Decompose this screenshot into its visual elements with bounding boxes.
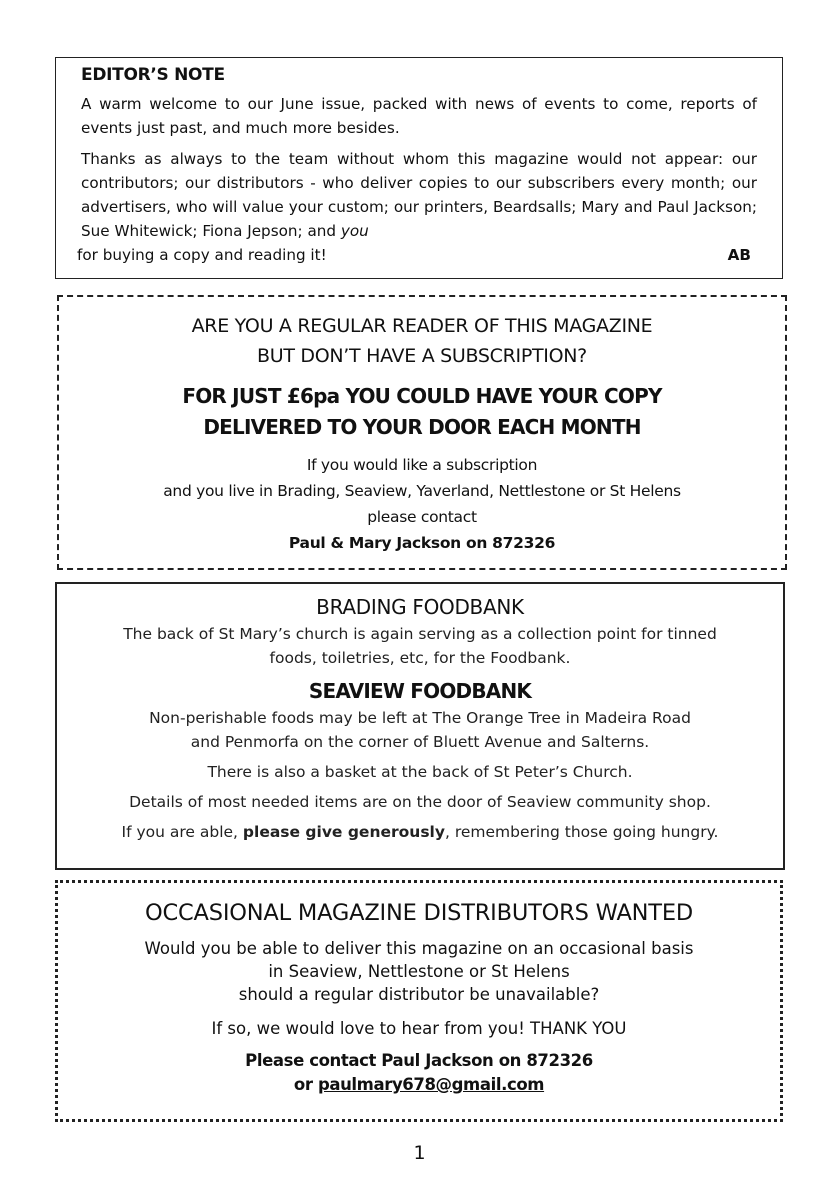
brading-foodbank-title: BRADING FOODBANK — [316, 595, 524, 619]
subscription-contact: Paul & Mary Jackson on 872326 — [288, 534, 556, 552]
subscription-question-line1: ARE YOU A REGULAR READER OF THIS MAGAZINE — [191, 315, 653, 337]
editors-note-title: EDITOR’S NOTE — [81, 65, 225, 85]
foodbank-appeal-end: , remembering those going hungry. — [444, 823, 719, 841]
editors-note-box — [55, 57, 783, 279]
editors-note-para2 — [81, 147, 757, 243]
seaview-foodbank-line1: Non-perishable foods may be left at The Orange Tree in Madeira Road — [149, 709, 691, 727]
subscription-offer-line2: DELIVERED TO YOUR DOOR EACH MONTH — [203, 415, 641, 439]
editors-note-para1: A warm welcome to our June issue, packed with news of events to come, reports of events just past, and much more besides. — [81, 95, 757, 137]
page-number: 1 — [413, 1142, 426, 1164]
distributors-line3: should a regular distributor be unavailable? — [238, 985, 600, 1004]
subscription-question-line2: BUT DON’T HAVE A SUBSCRIPTION? — [257, 345, 587, 367]
subscription-info-line3: please contact — [367, 508, 477, 526]
subscription-box — [57, 295, 787, 570]
distributors-thanks: If so, we would love to hear from you! THANK YOU — [211, 1019, 627, 1038]
seaview-foodbank-title: SEAVIEW FOODBANK — [308, 679, 532, 703]
brading-foodbank-line2: foods, toiletries, etc, for the Foodbank. — [269, 649, 571, 667]
foodbank-appeal-bold: please give generously — [242, 823, 445, 841]
distributors-email-link[interactable]: paulmary678@gmail.com — [317, 1075, 545, 1094]
foodbank-box — [55, 582, 785, 870]
editors-note-signature: AB — [727, 246, 751, 264]
editors-note-emphasis: you — [340, 222, 369, 240]
editors-note-closing — [77, 243, 757, 267]
distributors-email-line — [58, 1073, 780, 1097]
brading-foodbank-line1: The back of St Mary’s church is again serving as a collection point for tinned — [123, 625, 717, 643]
subscription-offer-line1: FOR JUST £6pa YOU COULD HAVE YOUR COPY — [182, 384, 662, 408]
seaview-foodbank-line3: There is also a basket at the back of St Peter’s Church. — [207, 763, 633, 781]
distributors-contact: Please contact Paul Jackson on 872326 — [245, 1051, 593, 1070]
subscription-info-line1: If you would like a subscription — [306, 456, 538, 474]
seaview-foodbank-line4: Details of most needed items are on the door of Seaview community shop. — [129, 793, 711, 811]
distributors-title: OCCASIONAL MAGAZINE DISTRIBUTORS WANTED — [145, 900, 693, 926]
foodbank-appeal — [57, 820, 783, 844]
seaview-foodbank-line2: and Penmorfa on the corner of Bluett Avenue and Salterns. — [190, 733, 650, 751]
distributors-line1: Would you be able to deliver this magazine on an occasional basis — [144, 939, 694, 958]
editors-note-para2-end: for buying a copy and reading it! — [77, 246, 327, 264]
distributors-or: or — [293, 1075, 318, 1094]
distributors-box — [55, 880, 783, 1122]
editors-note-para2-text: Thanks as always to the team without whom this magazine would not appear: our contributors; our distributors - who deliver copies to our subscribers every month; our advertisers, who will value your custom; our printers, Beardsalls; Mary and Paul Jackson; Sue Whitewick; Fiona Jepson; and — [81, 150, 757, 240]
distributors-line2: in Seaview, Nettlestone or St Helens — [268, 962, 570, 981]
foodbank-appeal-start: If you are able, — [121, 823, 243, 841]
subscription-info-line2: and you live in Brading, Seaview, Yaverland, Nettlestone or St Helens — [163, 482, 681, 500]
